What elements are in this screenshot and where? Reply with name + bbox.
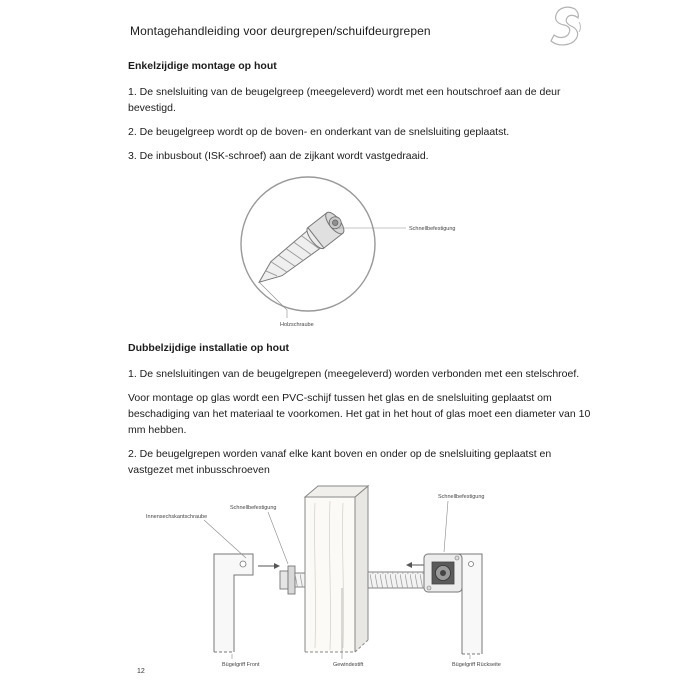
section1-heading: Enkelzijdige montage op hout	[128, 60, 277, 72]
handle-front-hole	[240, 561, 246, 567]
figure2-threaded-pin-label: Gewindestift	[333, 662, 364, 668]
section1-step-2: 2. De beugelgreep wordt op de boven- en onderkant van de snelsluiting geplaatst.	[128, 126, 510, 138]
section2-note-glass: Voor montage op glas wordt een PVC-schijf tussen het glas en de snelsluiting geplaatst om beschadiging van het materiaal te voorkomen. Het gat in het hout of glas moet een diameter van 10 mm hebben.	[128, 392, 591, 436]
wood-post-illustration	[305, 486, 368, 652]
page-title: Montagehandleiding voor deurgrepen/schuifdeurgrepen	[130, 24, 431, 38]
page-number: 12	[137, 668, 145, 675]
plate-screw-hole	[427, 586, 431, 590]
figure2-handle-front-label: Bügelgriff Front	[222, 662, 260, 668]
section2-step-2: 2. De beugelgrepen worden vanaf elke kant boven en onder op de snelsluiting geplaatst en vastgezet met inbusschroeven	[128, 448, 552, 476]
figure2-fastener-right-label: Schnellbefestigung	[438, 494, 485, 500]
logo-accent	[579, 22, 581, 32]
figure1-screw-label: Holzschraube	[280, 322, 314, 328]
leader-fastener-left	[268, 512, 288, 564]
plate-screw-hole	[455, 556, 459, 560]
figure2-hex-screw-label: Innensechskantschraube	[146, 514, 208, 520]
section1-step-1: 1. De snelsluiting van de beugelgreep (meegeleverd) wordt met een houtschroef aan de deur bevestigd.	[128, 86, 561, 114]
figure-assembly-exploded	[130, 478, 550, 678]
fastener-sleeve-left	[280, 571, 288, 589]
section-single-sided	[128, 58, 598, 172]
brand-logo-icon	[545, 4, 591, 53]
section1-step-3: 3. De inbusbout (ISK-schroef) aan de zijkant wordt vastgedraaid.	[128, 150, 429, 162]
arrowhead-right	[274, 563, 280, 569]
handle-front-illustration	[214, 554, 253, 652]
leader-fastener-right	[444, 501, 448, 552]
post-side-face	[355, 486, 368, 652]
logo-outline	[551, 7, 578, 45]
section2-step-1: 1. De snelsluitingen van de beugelgrepen (meegeleverd) worden verbonden met een stelschroef.	[128, 368, 580, 380]
leader-hex-screw	[204, 520, 246, 558]
figure2-handle-back-label: Bügelgriff Rückseite	[452, 662, 501, 668]
fastener-flange-left	[288, 566, 295, 594]
section2-heading: Dubbelzijdige installatie op hout	[128, 342, 290, 354]
hex-socket-icon	[440, 570, 446, 576]
figure1-fastener-label: Schnellbefestigung	[409, 226, 456, 232]
threads-right	[368, 572, 426, 588]
figure-screw-detail	[130, 170, 470, 343]
quick-fastener-plate	[424, 554, 462, 592]
figure2-fastener-left-label: Schnellbefestigung	[230, 505, 277, 511]
handle-back-hole	[469, 562, 474, 567]
section-double-sided	[128, 340, 598, 486]
arrowhead-left	[406, 562, 412, 568]
